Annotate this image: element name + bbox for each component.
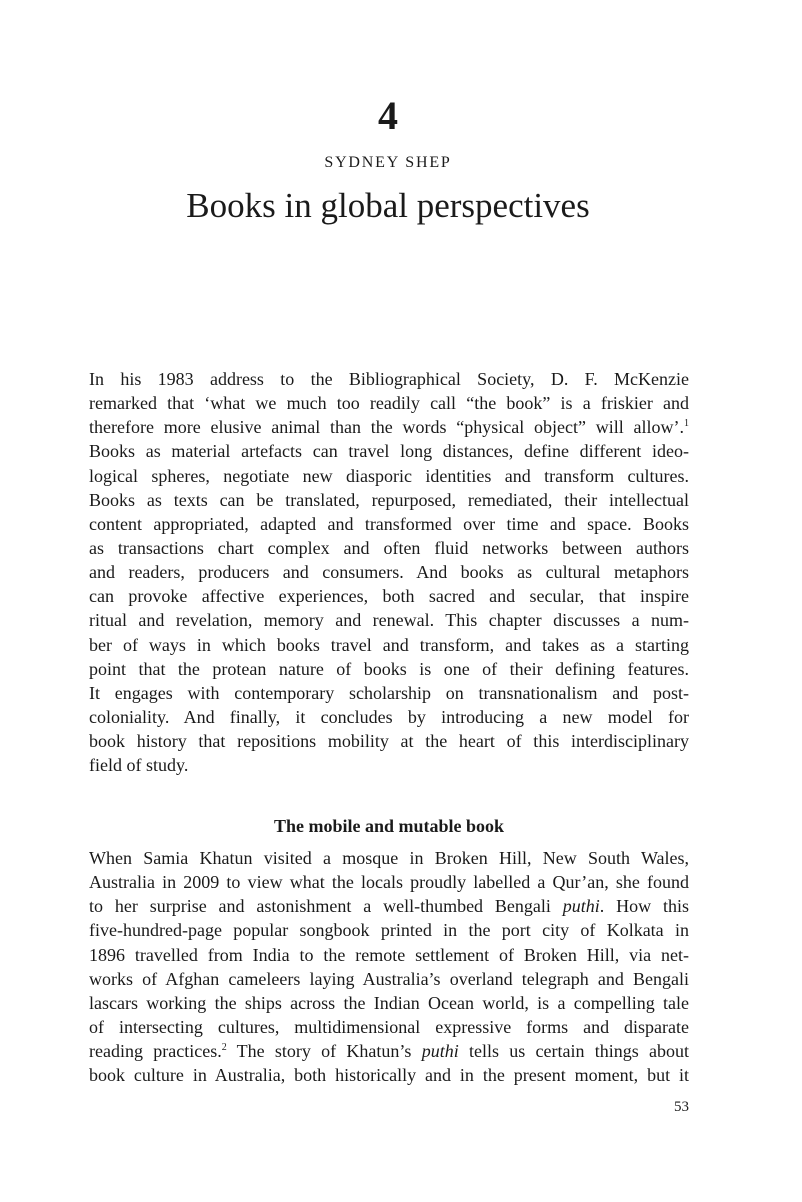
text-line-with-footnote <box>89 415 689 439</box>
text-line-with-footnote <box>89 1039 689 1063</box>
section-paragraph <box>89 846 689 1087</box>
text-line: Books as material artefacts can travel long distances, define different ideo- <box>89 441 689 462</box>
text-segment: reading practices. <box>89 1041 222 1062</box>
text-line: five-hundred-page popular songbook printed in the port city of Kolkata in <box>89 920 689 941</box>
footnote-marker[interactable]: 1 <box>684 418 689 430</box>
text-line: book history that repositions mobility at the heart of this interdisciplinary <box>89 731 689 752</box>
intro-paragraph <box>89 367 689 777</box>
italic-term: puthi <box>421 1041 459 1062</box>
text-line: as transactions chart complex and often fluid networks between authors <box>89 537 689 558</box>
text-line: Australia in 2009 to view what the locals proudly labelled a Qur’an, she found <box>89 872 689 893</box>
text-line-with-italic <box>89 894 689 918</box>
text-line: can provoke affective experiences, both sacred and secular, that inspire <box>89 586 689 607</box>
chapter-title: Books in global perspectives <box>186 186 590 225</box>
text-line: When Samia Khatun visited a mosque in Broken Hill, New South Wales, <box>89 848 689 868</box>
text-line: It engages with contemporary scholarship on transnationalism and post- <box>89 682 689 703</box>
section-heading: The mobile and mutable book <box>273 816 505 836</box>
text-segment: tells us certain things about <box>458 1041 689 1062</box>
text-line: lascars working the ships across the Indian Ocean world, is a compelling tale <box>89 992 689 1013</box>
italic-term: puthi <box>562 896 600 917</box>
text-line: book culture in Australia, both historically and in the present moment, but it <box>89 1065 689 1086</box>
text-line: of intersecting cultures, multidimensional expressive forms and disparate <box>89 1016 689 1037</box>
chapter-author: SYDNEY SHEP <box>324 154 452 171</box>
text-line: ritual and revelation, memory and renewal. This chapter discusses a num- <box>89 610 689 631</box>
text-line: In his 1983 address to the Bibliographical Society, D. F. McKenzie <box>89 369 689 389</box>
text-line: coloniality. And finally, it concludes by introducing a new model for <box>89 706 689 727</box>
text-segment: . How this <box>599 896 689 917</box>
text-line: content appropriated, adapted and transformed over time and space. Books <box>89 513 689 534</box>
text-line: point that the protean nature of books is one of their defining features. <box>89 658 689 679</box>
text-line: logical spheres, negotiate new diasporic identities and transform cultures. <box>89 465 689 486</box>
text-segment: to her surprise and astonishment a well-thumbed Bengali <box>89 896 563 917</box>
text-line: remarked that ‘what we much too readily call “the book” is a friskier and <box>89 393 689 414</box>
chapter-number: 4 <box>378 93 398 138</box>
page-number: 53 <box>674 1099 689 1115</box>
text-line: 1896 travelled from India to the remote settlement of Broken Hill, via net- <box>89 944 689 965</box>
text-segment: The story of Khatun’s <box>226 1041 422 1062</box>
text-line: and readers, producers and consumers. And books as cultural metaphors <box>89 562 689 583</box>
text-line: works of Afghan cameleers laying Australia’s overland telegraph and Bengali <box>89 968 689 989</box>
text-segment: therefore more elusive animal than the words “physical object” will allow’. <box>89 417 684 438</box>
text-line: Books as texts can be translated, repurposed, remediated, their intellectual <box>89 489 689 510</box>
text-line: field of study. <box>89 755 189 776</box>
text-line: ber of ways in which books travel and transform, and takes as a starting <box>89 634 689 655</box>
footnote-marker[interactable]: 2 <box>221 1042 227 1054</box>
